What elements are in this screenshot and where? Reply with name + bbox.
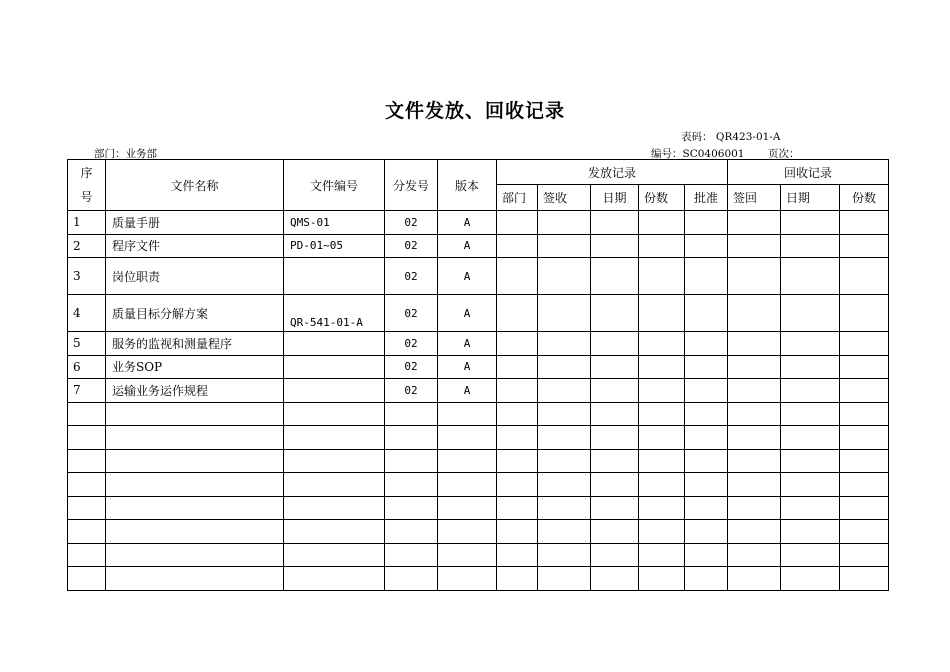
cell: [781, 234, 840, 258]
cell: [728, 426, 781, 450]
cell: [538, 295, 591, 332]
row-name: 程序文件: [106, 234, 284, 258]
cell: [639, 379, 685, 403]
empty-row: [68, 543, 889, 567]
cell: [781, 496, 840, 520]
cell: [728, 543, 781, 567]
header-file-name: 文件名称: [106, 160, 284, 211]
cell: [284, 520, 385, 544]
cell: [840, 520, 889, 544]
cell: [497, 332, 538, 356]
header-issue-approve: 批准: [685, 185, 728, 211]
cell: [538, 543, 591, 567]
department-label: 部门：业务部: [94, 148, 157, 160]
cell: [728, 234, 781, 258]
cell: [685, 426, 728, 450]
cell: [497, 520, 538, 544]
cell: [639, 449, 685, 473]
distribution-record-table: [67, 159, 889, 591]
cell: [781, 355, 840, 379]
cell: [591, 402, 639, 426]
table-row: [68, 355, 889, 379]
header-recall-copies: 份数: [840, 185, 889, 211]
row-version: A: [438, 234, 497, 258]
row-name: 运输业务运作规程: [106, 379, 284, 403]
cell: [438, 449, 497, 473]
cell: [781, 211, 840, 235]
cell: [685, 449, 728, 473]
cell: [781, 402, 840, 426]
empty-row: [68, 473, 889, 497]
cell: [728, 567, 781, 591]
cell: [728, 211, 781, 235]
header-recall-group: 回收记录: [728, 160, 889, 185]
cell: [68, 543, 106, 567]
cell: [685, 543, 728, 567]
empty-row: [68, 520, 889, 544]
cell: [685, 258, 728, 295]
cell: [497, 379, 538, 403]
cell: [639, 295, 685, 332]
row-code: PD-01~05: [284, 234, 385, 258]
empty-row: [68, 402, 889, 426]
header-recall-sign: 签回: [728, 185, 781, 211]
row-dist: 02: [385, 332, 438, 356]
cell: [685, 234, 728, 258]
cell: [538, 379, 591, 403]
cell: [840, 402, 889, 426]
cell: [685, 379, 728, 403]
header-dist-no: 分发号: [385, 160, 438, 211]
row-seq: 5: [68, 332, 106, 356]
cell: [497, 473, 538, 497]
cell: [685, 473, 728, 497]
cell: [68, 426, 106, 450]
cell: [106, 543, 284, 567]
row-version: A: [438, 332, 497, 356]
cell: [728, 449, 781, 473]
cell: [497, 567, 538, 591]
cell: [728, 496, 781, 520]
cell: [685, 567, 728, 591]
cell: [106, 496, 284, 520]
cell: [685, 295, 728, 332]
header-issue-group: 发放记录: [497, 160, 728, 185]
cell: [68, 473, 106, 497]
cell: [591, 567, 639, 591]
cell: [284, 402, 385, 426]
table-row: [68, 295, 889, 332]
cell: [284, 473, 385, 497]
row-version: A: [438, 295, 497, 332]
cell: [385, 520, 438, 544]
cell: [538, 355, 591, 379]
row-name: 质量手册: [106, 211, 284, 235]
header-issue-date: 日期: [591, 185, 639, 211]
cell: [728, 295, 781, 332]
document-number: 编号：SC0406001: [651, 148, 745, 160]
cell: [591, 543, 639, 567]
cell: [591, 258, 639, 295]
cell: [284, 543, 385, 567]
cell: [385, 496, 438, 520]
cell: [728, 355, 781, 379]
cell: [68, 567, 106, 591]
cell: [106, 426, 284, 450]
cell: [538, 473, 591, 497]
header-row-1: [68, 160, 889, 185]
cell: [639, 473, 685, 497]
cell: [639, 426, 685, 450]
cell: [538, 567, 591, 591]
cell: [685, 520, 728, 544]
cell: [438, 567, 497, 591]
cell: [591, 496, 639, 520]
row-code: [284, 258, 385, 295]
row-version: A: [438, 355, 497, 379]
cell: [106, 402, 284, 426]
header-issue-sign: 签收: [538, 185, 591, 211]
cell: [438, 543, 497, 567]
cell: [591, 355, 639, 379]
row-version: A: [438, 258, 497, 295]
cell: [68, 402, 106, 426]
cell: [497, 211, 538, 235]
cell: [591, 426, 639, 450]
cell: [781, 543, 840, 567]
cell: [538, 258, 591, 295]
cell: [438, 402, 497, 426]
cell: [781, 567, 840, 591]
cell: [840, 426, 889, 450]
cell: [284, 426, 385, 450]
cell: [68, 520, 106, 544]
cell: [591, 520, 639, 544]
cell: [591, 379, 639, 403]
cell: [781, 295, 840, 332]
row-dist: 02: [385, 234, 438, 258]
cell: [68, 496, 106, 520]
cell: [538, 332, 591, 356]
row-code: [284, 355, 385, 379]
cell: [728, 473, 781, 497]
cell: [840, 496, 889, 520]
cell: [781, 449, 840, 473]
cell: [840, 234, 889, 258]
cell: [728, 332, 781, 356]
row-name: 质量目标分解方案: [106, 295, 284, 332]
header-seq-bottom: 号: [80, 190, 93, 204]
row-dist: 02: [385, 295, 438, 332]
cell: [781, 520, 840, 544]
cell: [497, 258, 538, 295]
cell: [591, 449, 639, 473]
row-seq: 2: [68, 234, 106, 258]
header-seq-top: 序: [80, 166, 93, 180]
row-code: [284, 332, 385, 356]
cell: [840, 473, 889, 497]
row-seq: 6: [68, 355, 106, 379]
table-row: [68, 258, 889, 295]
row-name: 服务的监视和测量程序: [106, 332, 284, 356]
cell: [284, 449, 385, 473]
row-dist: 02: [385, 211, 438, 235]
cell: [639, 234, 685, 258]
cell: [438, 496, 497, 520]
cell: [685, 332, 728, 356]
row-dist: 02: [385, 258, 438, 295]
cell: [639, 258, 685, 295]
cell: [591, 473, 639, 497]
cell: [781, 379, 840, 403]
row-seq: 3: [68, 258, 106, 295]
cell: [106, 473, 284, 497]
cell: [68, 449, 106, 473]
cell: [497, 543, 538, 567]
cell: [385, 543, 438, 567]
row-seq: 1: [68, 211, 106, 235]
cell: [385, 449, 438, 473]
cell: [840, 449, 889, 473]
cell: [438, 426, 497, 450]
cell: [106, 449, 284, 473]
empty-row: [68, 449, 889, 473]
cell: [538, 426, 591, 450]
cell: [781, 258, 840, 295]
cell: [538, 496, 591, 520]
cell: [728, 258, 781, 295]
cell: [385, 567, 438, 591]
cell: [685, 496, 728, 520]
cell: [497, 449, 538, 473]
cell: [639, 211, 685, 235]
cell: [685, 355, 728, 379]
row-version: A: [438, 379, 497, 403]
cell: [497, 496, 538, 520]
cell: [591, 234, 639, 258]
cell: [840, 567, 889, 591]
empty-row: [68, 567, 889, 591]
cell: [438, 520, 497, 544]
row-dist: 02: [385, 355, 438, 379]
cell: [840, 258, 889, 295]
cell: [591, 295, 639, 332]
cell: [497, 355, 538, 379]
row-version: A: [438, 211, 497, 235]
row-name: 岗位职责: [106, 258, 284, 295]
row-code: [284, 379, 385, 403]
cell: [639, 567, 685, 591]
empty-row: [68, 426, 889, 450]
cell: [639, 402, 685, 426]
cell: [106, 520, 284, 544]
cell: [497, 234, 538, 258]
cell: [685, 402, 728, 426]
cell: [781, 332, 840, 356]
header-file-code: 文件编号: [284, 160, 385, 211]
cell: [591, 332, 639, 356]
row-seq: 4: [68, 295, 106, 332]
header-recall-date: 日期: [781, 185, 840, 211]
cell: [840, 355, 889, 379]
header-issue-copies: 份数: [639, 185, 685, 211]
cell: [497, 295, 538, 332]
cell: [840, 379, 889, 403]
cell: [781, 473, 840, 497]
cell: [438, 473, 497, 497]
cell: [840, 211, 889, 235]
cell: [840, 295, 889, 332]
cell: [591, 211, 639, 235]
row-name: 业务SOP: [106, 355, 284, 379]
header-issue-dept: 部门: [497, 185, 538, 211]
cell: [497, 426, 538, 450]
cell: [106, 567, 284, 591]
cell: [538, 449, 591, 473]
row-code: QMS-01: [284, 211, 385, 235]
cell: [728, 520, 781, 544]
cell: [639, 496, 685, 520]
cell: [284, 496, 385, 520]
cell: [639, 520, 685, 544]
cell: [781, 426, 840, 450]
row-seq: 7: [68, 379, 106, 403]
row-code: QR-541-01-A: [284, 295, 385, 332]
cell: [385, 473, 438, 497]
cell: [840, 543, 889, 567]
table-row: [68, 379, 889, 403]
row-dist: 02: [385, 379, 438, 403]
document-title: 文件发放、回收记录: [384, 100, 565, 122]
empty-row: [68, 496, 889, 520]
cell: [639, 355, 685, 379]
cell: [840, 332, 889, 356]
cell: [685, 211, 728, 235]
cell: [385, 402, 438, 426]
page-number-label: 页次：: [768, 148, 800, 160]
cell: [639, 332, 685, 356]
table-row: [68, 332, 889, 356]
cell: [728, 402, 781, 426]
form-code: 表码： QR423-01-A: [681, 131, 781, 143]
table-row: [68, 234, 889, 258]
cell: [538, 211, 591, 235]
cell: [728, 379, 781, 403]
cell: [538, 234, 591, 258]
cell: [639, 543, 685, 567]
cell: [385, 426, 438, 450]
cell: [538, 520, 591, 544]
header-seq: [68, 160, 106, 211]
cell: [284, 567, 385, 591]
table-row: [68, 211, 889, 235]
header-version: 版本: [438, 160, 497, 211]
cell: [497, 402, 538, 426]
cell: [538, 402, 591, 426]
